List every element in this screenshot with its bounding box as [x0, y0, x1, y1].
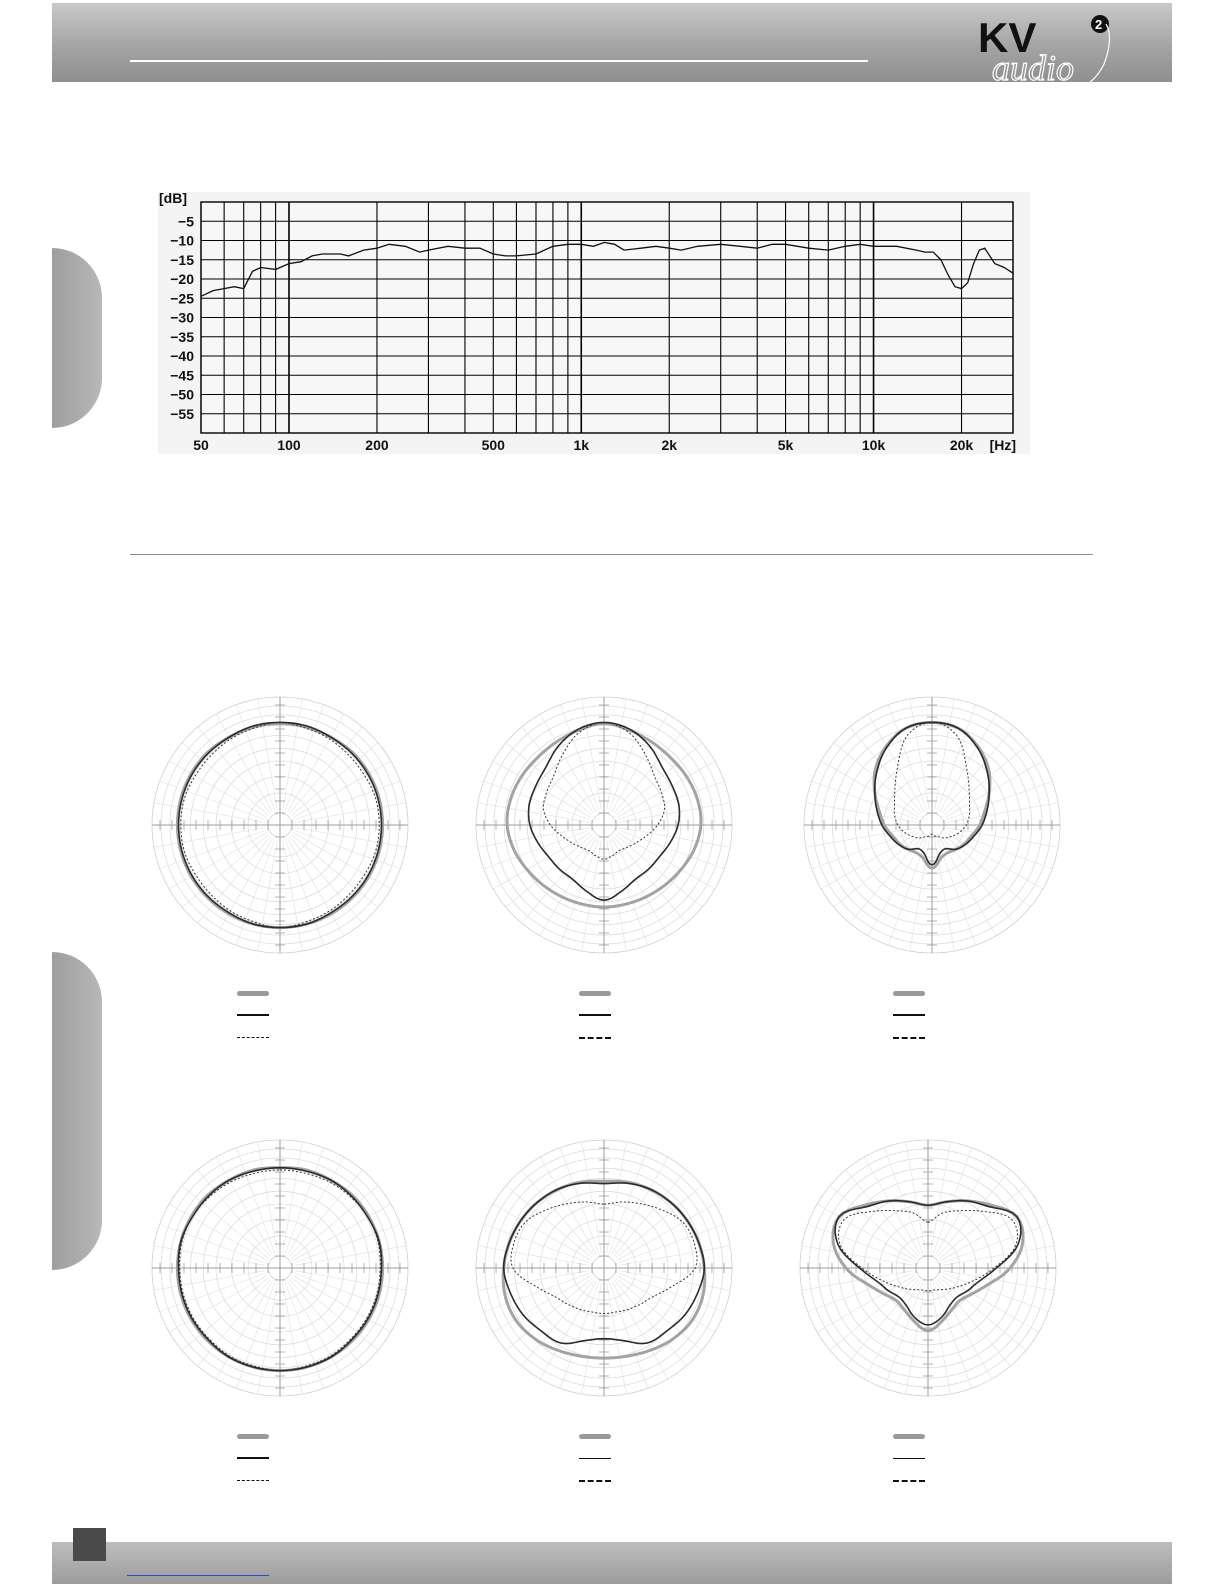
- polar-grid-spoke: [614, 1280, 686, 1366]
- frequency-response-chart: [158, 192, 1030, 454]
- y-tick-label: −10: [170, 232, 194, 249]
- x-tick-label: 10k: [861, 437, 886, 453]
- y-tick-label: −45: [170, 367, 194, 384]
- y-tick-label: −15: [170, 251, 194, 268]
- polar-plot-3: [800, 693, 1064, 957]
- polar-grid-spoke: [290, 727, 362, 813]
- polar-grid-spoke: [198, 1170, 270, 1256]
- polar-grid-spoke: [846, 1170, 918, 1256]
- legend-swatch-black: [237, 1447, 277, 1469]
- polar-grid-spoke: [292, 1186, 378, 1258]
- legend-swatch-black: [237, 1004, 277, 1026]
- polar-grid-spoke: [940, 1186, 1026, 1258]
- side-tab-upper: [52, 248, 102, 428]
- polar-grid-spoke: [850, 727, 922, 813]
- polar-legend-5: [579, 1425, 619, 1491]
- legend-swatch-grey: [893, 982, 933, 1004]
- legend-swatch-black: [579, 1004, 619, 1026]
- y-tick-label: −25: [170, 290, 194, 307]
- legend-swatch-black: [579, 1447, 619, 1469]
- polar-grid-spoke: [506, 1278, 592, 1350]
- polar-grid-spoke: [522, 1280, 594, 1366]
- legend-swatch-grey: [579, 982, 619, 1004]
- polar-plot-6: [796, 1136, 1060, 1400]
- legend-swatch-grey: [893, 1425, 933, 1447]
- polar-legend-2: [579, 982, 619, 1048]
- polar-grid-spoke: [614, 837, 686, 923]
- legend-swatch-grey: [237, 982, 277, 1004]
- polar-grid-spoke: [292, 743, 378, 815]
- polar-grid-spoke: [506, 835, 592, 907]
- legend-swatch-dashed: [237, 1026, 277, 1048]
- legend-swatch-dashed: [579, 1469, 619, 1491]
- y-tick-label: −35: [170, 328, 194, 345]
- side-tab-lower: [52, 952, 102, 1270]
- polar-plot-4: [148, 1136, 412, 1400]
- y-tick-label: −30: [170, 309, 194, 326]
- polar-legend-6: [893, 1425, 933, 1491]
- polar-grid-spoke: [522, 837, 594, 923]
- polar-grid-spoke: [292, 1278, 378, 1350]
- polar-grid-spoke: [198, 1280, 270, 1366]
- y-tick-label: −50: [170, 386, 194, 403]
- legend-swatch-black: [893, 1004, 933, 1026]
- polar-grid-spoke: [834, 835, 920, 907]
- polar-grid-spoke: [290, 837, 362, 923]
- page-number-box: [73, 1528, 106, 1561]
- polar-grid-spoke: [292, 835, 378, 907]
- legend-swatch-dashed: [237, 1469, 277, 1491]
- legend-swatch-grey: [579, 1425, 619, 1447]
- polar-grid-spoke: [198, 837, 270, 923]
- polar-grid-spoke: [290, 1170, 362, 1256]
- header-rule: [130, 60, 868, 62]
- x-tick-label: 200: [365, 437, 389, 453]
- polar-grid-spoke: [182, 743, 268, 815]
- x-tick-label: 20k: [949, 437, 974, 453]
- x-tick-label: 1k: [573, 437, 590, 453]
- polar-grid-spoke: [616, 835, 702, 907]
- y-axis-label: [dB]: [159, 192, 187, 206]
- x-axis-label: [Hz]: [989, 437, 1016, 453]
- polar-plot-1: [148, 693, 412, 957]
- polar-grid-spoke: [198, 727, 270, 813]
- y-tick-label: −5: [178, 213, 194, 230]
- kv2-audio-logo: [978, 8, 1128, 98]
- logo-script: audio: [992, 48, 1075, 88]
- polar-legend-4: [237, 1425, 277, 1491]
- polar-grid-spoke: [942, 727, 1014, 813]
- polar-legend-3: [893, 982, 933, 1048]
- polar-legend-1: [237, 982, 277, 1048]
- polar-grid-spoke: [938, 1170, 1010, 1256]
- x-tick-label: 50: [193, 437, 209, 453]
- logo-badge: 2: [1095, 17, 1103, 32]
- polar-grid-spoke: [830, 1186, 916, 1258]
- x-tick-label: 2k: [661, 437, 678, 453]
- polar-plot-2: [472, 693, 736, 957]
- y-tick-label: −40: [170, 348, 194, 364]
- x-tick-label: 5k: [777, 437, 794, 453]
- y-tick-label: −55: [170, 405, 194, 422]
- y-tick-label: −20: [170, 271, 194, 287]
- footer-link[interactable]: [127, 1575, 269, 1576]
- polar-grid-spoke: [182, 835, 268, 907]
- x-tick-label: 100: [277, 437, 301, 453]
- legend-swatch-dashed: [893, 1469, 933, 1491]
- section-divider: [130, 554, 1093, 555]
- polar-grid-spoke: [616, 1278, 702, 1350]
- footer-bar: [52, 1542, 1172, 1584]
- legend-swatch-grey: [237, 1425, 277, 1447]
- polar-grid-spoke: [944, 835, 1030, 907]
- polar-grid-spoke: [290, 1280, 362, 1366]
- polar-grid-spoke: [182, 1186, 268, 1258]
- legend-swatch-black: [893, 1447, 933, 1469]
- legend-swatch-dashed: [579, 1026, 619, 1048]
- polar-grid-spoke: [182, 1278, 268, 1350]
- x-tick-label: 500: [481, 437, 505, 453]
- logo-text: KV: [978, 14, 1037, 61]
- legend-swatch-dashed: [893, 1026, 933, 1048]
- polar-plot-5: [472, 1136, 736, 1400]
